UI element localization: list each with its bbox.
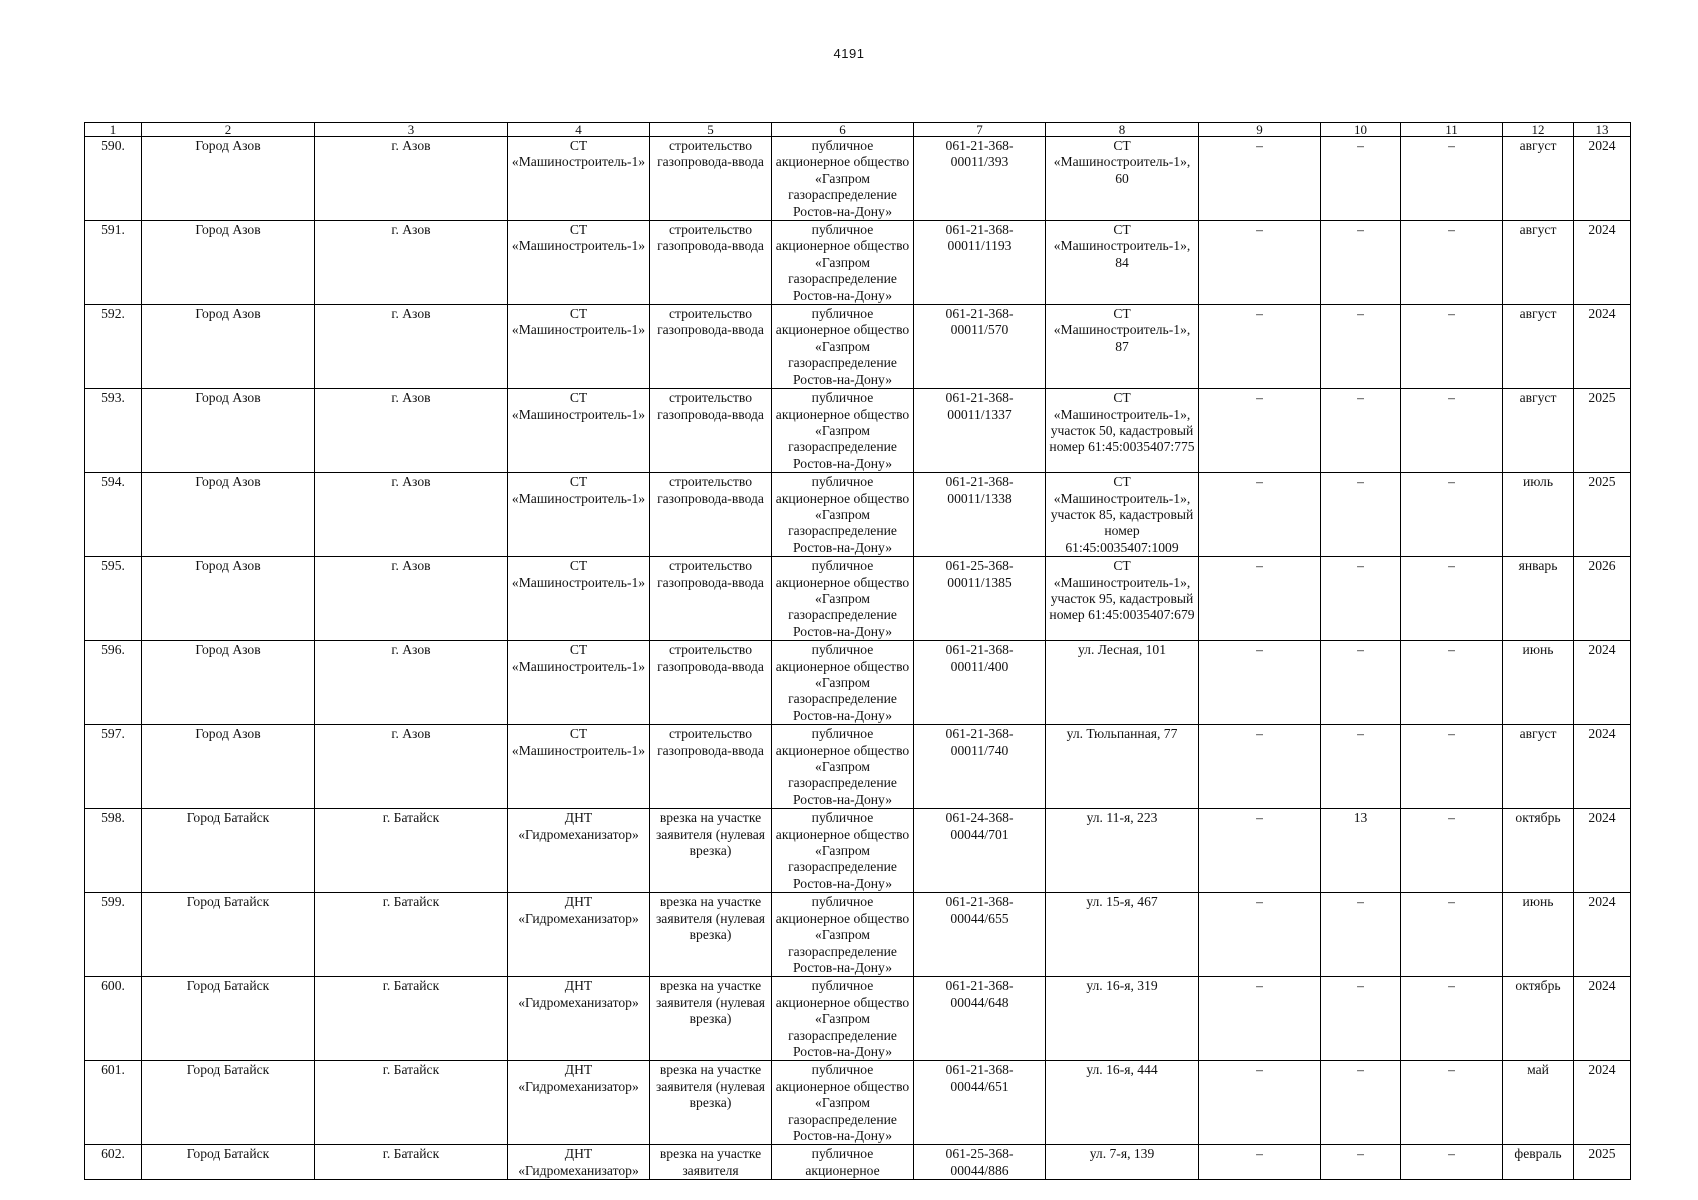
cell-col-9: –: [1199, 1061, 1321, 1145]
cell-month: август: [1503, 221, 1574, 305]
cell-col-9: –: [1199, 389, 1321, 473]
cell-address: ул. Лесная, 101: [1046, 641, 1199, 725]
cell-settlement: г. Азов: [315, 389, 508, 473]
cell-partnership: ДНТ «Гидромеханизатор»: [508, 1145, 650, 1180]
cell-address: СТ «Машиностроитель-1», 84: [1046, 221, 1199, 305]
cell-month: июнь: [1503, 641, 1574, 725]
cell-year: 2026: [1574, 557, 1631, 641]
cell-col-9: –: [1199, 809, 1321, 893]
column-number-row: [85, 123, 1631, 137]
cell-gas-company: публичное акционерное общество «Газпром газораспределение Ростов-на-Дону»: [772, 809, 914, 893]
cell-partnership: ДНТ «Гидромеханизатор»: [508, 893, 650, 977]
cell-address: СТ «Машиностроитель-1», участок 95, кадастровый номер 61:45:0035407:679: [1046, 557, 1199, 641]
cell-month: февраль: [1503, 1145, 1574, 1180]
cell-application-number: 061-21-368-00011/740: [914, 725, 1046, 809]
cell-gas-company: публичное акционерное общество «Газпром газораспределение Ростов-на-Дону»: [772, 893, 914, 977]
cell-col-9: –: [1199, 557, 1321, 641]
cell-col-9: –: [1199, 221, 1321, 305]
cell-month: октябрь: [1503, 809, 1574, 893]
cell-gas-company: публичное акционерное общество «Газпром газораспределение Ростов-на-Дону»: [772, 137, 914, 221]
table-row: [85, 389, 1631, 473]
column-number-10: 10: [1321, 123, 1401, 137]
table-row: [85, 1061, 1631, 1145]
cell-municipality: Город Батайск: [142, 1145, 315, 1180]
cell-municipality: Город Батайск: [142, 893, 315, 977]
cell-address: СТ «Машиностроитель-1», 87: [1046, 305, 1199, 389]
cell-year: 2024: [1574, 809, 1631, 893]
cell-partnership: СТ «Машиностроитель-1»: [508, 221, 650, 305]
cell-work-type: врезка на участке заявителя (нулевая врезка): [650, 1061, 772, 1145]
cell-application-number: 061-21-368-00011/1193: [914, 221, 1046, 305]
cell-col-9: –: [1199, 305, 1321, 389]
cell-application-number: 061-21-368-00044/648: [914, 977, 1046, 1061]
cell-gas-company: публичное акционерное общество «Газпром газораспределение Ростов-на-Дону»: [772, 641, 914, 725]
column-number-6: 6: [772, 123, 914, 137]
column-number-7: 7: [914, 123, 1046, 137]
cell-municipality: Город Азов: [142, 557, 315, 641]
column-number-4: 4: [508, 123, 650, 137]
cell-work-type: врезка на участке заявителя (нулевая врезка): [650, 809, 772, 893]
cell-row-number: 599.: [85, 893, 142, 977]
cell-partnership: ДНТ «Гидромеханизатор»: [508, 1061, 650, 1145]
cell-municipality: Город Азов: [142, 641, 315, 725]
cell-work-type: строительство газопровода-ввода: [650, 641, 772, 725]
cell-col-10: –: [1321, 221, 1401, 305]
cell-col-10: –: [1321, 1145, 1401, 1180]
cell-municipality: Город Батайск: [142, 1061, 315, 1145]
cell-settlement: г. Батайск: [315, 977, 508, 1061]
cell-work-type: строительство газопровода-ввода: [650, 725, 772, 809]
cell-col-11: –: [1401, 221, 1503, 305]
cell-row-number: 591.: [85, 221, 142, 305]
cell-row-number: 595.: [85, 557, 142, 641]
table-row: [85, 641, 1631, 725]
cell-partnership: СТ «Машиностроитель-1»: [508, 725, 650, 809]
cell-settlement: г. Батайск: [315, 1145, 508, 1180]
table-row: [85, 557, 1631, 641]
cell-month: август: [1503, 137, 1574, 221]
cell-address: ул. 16-я, 319: [1046, 977, 1199, 1061]
cell-col-11: –: [1401, 473, 1503, 557]
cell-address: ул. Тюльпанная, 77: [1046, 725, 1199, 809]
cell-gas-company: публичное акционерное общество «Газпром газораспределение Ростов-на-Дону»: [772, 305, 914, 389]
cell-partnership: СТ «Машиностроитель-1»: [508, 305, 650, 389]
cell-work-type: строительство газопровода-ввода: [650, 305, 772, 389]
cell-address: ул. 16-я, 444: [1046, 1061, 1199, 1145]
table-row: [85, 305, 1631, 389]
cell-application-number: 061-25-368-00044/886: [914, 1145, 1046, 1180]
cell-settlement: г. Азов: [315, 725, 508, 809]
cell-year: 2024: [1574, 1061, 1631, 1145]
cell-year: 2024: [1574, 893, 1631, 977]
table-row: [85, 221, 1631, 305]
cell-municipality: Город Азов: [142, 137, 315, 221]
table-row: [85, 137, 1631, 221]
cell-municipality: Город Азов: [142, 305, 315, 389]
cell-municipality: Город Азов: [142, 725, 315, 809]
cell-application-number: 061-21-368-00011/1338: [914, 473, 1046, 557]
cell-work-type: врезка на участке заявителя (нулевая врезка): [650, 977, 772, 1061]
cell-row-number: 592.: [85, 305, 142, 389]
table-row: [85, 977, 1631, 1061]
cell-month: июль: [1503, 473, 1574, 557]
cell-work-type: строительство газопровода-ввода: [650, 221, 772, 305]
cell-col-11: –: [1401, 137, 1503, 221]
cell-col-11: –: [1401, 389, 1503, 473]
cell-col-10: –: [1321, 725, 1401, 809]
column-number-1: 1: [85, 123, 142, 137]
cell-settlement: г. Азов: [315, 641, 508, 725]
cell-settlement: г. Азов: [315, 557, 508, 641]
cell-partnership: СТ «Машиностроитель-1»: [508, 473, 650, 557]
cell-work-type: строительство газопровода-ввода: [650, 389, 772, 473]
table-header: [85, 123, 1631, 137]
cell-work-type: строительство газопровода-ввода: [650, 137, 772, 221]
cell-work-type: строительство газопровода-ввода: [650, 473, 772, 557]
table-row: [85, 893, 1631, 977]
column-number-13: 13: [1574, 123, 1631, 137]
cell-address: ул. 15-я, 467: [1046, 893, 1199, 977]
table-row: [85, 473, 1631, 557]
column-number-2: 2: [142, 123, 315, 137]
cell-address: СТ «Машиностроитель-1», участок 50, кадастровый номер 61:45:0035407:775: [1046, 389, 1199, 473]
cell-col-11: –: [1401, 725, 1503, 809]
cell-settlement: г. Азов: [315, 473, 508, 557]
cell-row-number: 593.: [85, 389, 142, 473]
cell-row-number: 600.: [85, 977, 142, 1061]
cell-row-number: 598.: [85, 809, 142, 893]
cell-col-11: –: [1401, 809, 1503, 893]
cell-partnership: ДНТ «Гидромеханизатор»: [508, 809, 650, 893]
cell-gas-company: публичное акционерное общество «Газпром газораспределение Ростов-на-Дону»: [772, 977, 914, 1061]
cell-col-10: –: [1321, 977, 1401, 1061]
cell-partnership: СТ «Машиностроитель-1»: [508, 557, 650, 641]
cell-gas-company: публичное акционерное общество «Газпром газораспределение Ростов-на-Дону»: [772, 557, 914, 641]
cell-col-9: –: [1199, 893, 1321, 977]
cell-address: СТ «Машиностроитель-1», 60: [1046, 137, 1199, 221]
cell-year: 2025: [1574, 473, 1631, 557]
cell-settlement: г. Азов: [315, 221, 508, 305]
column-number-3: 3: [315, 123, 508, 137]
cell-municipality: Город Азов: [142, 389, 315, 473]
cell-application-number: 061-21-368-00011/400: [914, 641, 1046, 725]
cell-row-number: 597.: [85, 725, 142, 809]
cell-year: 2025: [1574, 389, 1631, 473]
cell-col-10: –: [1321, 1061, 1401, 1145]
cell-year: 2025: [1574, 1145, 1631, 1180]
cell-month: август: [1503, 389, 1574, 473]
cell-month: январь: [1503, 557, 1574, 641]
cell-municipality: Город Азов: [142, 221, 315, 305]
cell-gas-company: публичное акционерное общество «Газпром газораспределение Ростов-на-Дону»: [772, 473, 914, 557]
cell-col-10: –: [1321, 473, 1401, 557]
cell-month: август: [1503, 305, 1574, 389]
cell-month: октябрь: [1503, 977, 1574, 1061]
cell-address: ул. 11-я, 223: [1046, 809, 1199, 893]
cell-settlement: г. Батайск: [315, 1061, 508, 1145]
cell-municipality: Город Азов: [142, 473, 315, 557]
cell-col-9: –: [1199, 977, 1321, 1061]
cell-partnership: ДНТ «Гидромеханизатор»: [508, 977, 650, 1061]
column-number-12: 12: [1503, 123, 1574, 137]
cell-row-number: 590.: [85, 137, 142, 221]
cell-col-9: –: [1199, 137, 1321, 221]
cell-gas-company: публичное акционерное общество «Газпром газораспределение Ростов-на-Дону»: [772, 221, 914, 305]
cell-application-number: 061-21-368-00011/393: [914, 137, 1046, 221]
cell-month: август: [1503, 725, 1574, 809]
cell-col-11: –: [1401, 557, 1503, 641]
cell-municipality: Город Батайск: [142, 977, 315, 1061]
cell-settlement: г. Батайск: [315, 893, 508, 977]
cell-row-number: 596.: [85, 641, 142, 725]
cell-year: 2024: [1574, 137, 1631, 221]
cell-row-number: 594.: [85, 473, 142, 557]
cell-gas-company: публичное акционерное общество «Газпром газораспределение Ростов-на-Дону»: [772, 389, 914, 473]
cell-month: май: [1503, 1061, 1574, 1145]
registry-table: [84, 122, 1631, 1180]
cell-row-number: 601.: [85, 1061, 142, 1145]
cell-application-number: 061-21-368-00044/651: [914, 1061, 1046, 1145]
cell-col-10: –: [1321, 137, 1401, 221]
cell-partnership: СТ «Машиностроитель-1»: [508, 137, 650, 221]
cell-year: 2024: [1574, 725, 1631, 809]
cell-settlement: г. Батайск: [315, 809, 508, 893]
cell-col-11: –: [1401, 1145, 1503, 1180]
cell-municipality: Город Батайск: [142, 809, 315, 893]
column-number-9: 9: [1199, 123, 1321, 137]
column-number-5: 5: [650, 123, 772, 137]
cell-year: 2024: [1574, 641, 1631, 725]
column-number-11: 11: [1401, 123, 1503, 137]
cell-col-10: –: [1321, 893, 1401, 977]
table-body: [85, 137, 1631, 1180]
cell-col-10: –: [1321, 305, 1401, 389]
table-row: [85, 725, 1631, 809]
cell-application-number: 061-21-368-00011/570: [914, 305, 1046, 389]
cell-work-type: врезка на участке заявителя (нулевая врезка): [650, 893, 772, 977]
table-row: [85, 1145, 1631, 1180]
cell-application-number: 061-25-368-00011/1385: [914, 557, 1046, 641]
cell-col-11: –: [1401, 641, 1503, 725]
cell-address: СТ «Машиностроитель-1», участок 85, кадастровый номер 61:45:0035407:1009: [1046, 473, 1199, 557]
cell-partnership: СТ «Машиностроитель-1»: [508, 389, 650, 473]
cell-month: июнь: [1503, 893, 1574, 977]
cell-col-10: –: [1321, 557, 1401, 641]
cell-year: 2024: [1574, 977, 1631, 1061]
cell-application-number: 061-21-368-00044/655: [914, 893, 1046, 977]
cell-year: 2024: [1574, 305, 1631, 389]
page-number: 4191: [833, 46, 865, 61]
cell-col-9: –: [1199, 725, 1321, 809]
cell-col-10: –: [1321, 389, 1401, 473]
cell-partnership: СТ «Машиностроитель-1»: [508, 641, 650, 725]
cell-col-9: –: [1199, 1145, 1321, 1180]
cell-col-11: –: [1401, 893, 1503, 977]
cell-row-number: 602.: [85, 1145, 142, 1180]
cell-col-10: –: [1321, 641, 1401, 725]
cell-work-type: врезка на участке заявителя: [650, 1145, 772, 1180]
cell-address: ул. 7-я, 139: [1046, 1145, 1199, 1180]
cell-col-11: –: [1401, 1061, 1503, 1145]
cell-col-9: –: [1199, 641, 1321, 725]
table-row: [85, 809, 1631, 893]
cell-gas-company: публичное акционерное общество «Газпром газораспределение Ростов-на-Дону»: [772, 1061, 914, 1145]
cell-year: 2024: [1574, 221, 1631, 305]
cell-col-11: –: [1401, 305, 1503, 389]
cell-application-number: 061-21-368-00011/1337: [914, 389, 1046, 473]
cell-settlement: г. Азов: [315, 137, 508, 221]
cell-gas-company: публичное акционерное: [772, 1145, 914, 1180]
cell-col-10: 13: [1321, 809, 1401, 893]
column-number-8: 8: [1046, 123, 1199, 137]
cell-col-11: –: [1401, 977, 1503, 1061]
cell-col-9: –: [1199, 473, 1321, 557]
cell-application-number: 061-24-368-00044/701: [914, 809, 1046, 893]
cell-settlement: г. Азов: [315, 305, 508, 389]
cell-work-type: строительство газопровода-ввода: [650, 557, 772, 641]
cell-gas-company: публичное акционерное общество «Газпром газораспределение Ростов-на-Дону»: [772, 725, 914, 809]
